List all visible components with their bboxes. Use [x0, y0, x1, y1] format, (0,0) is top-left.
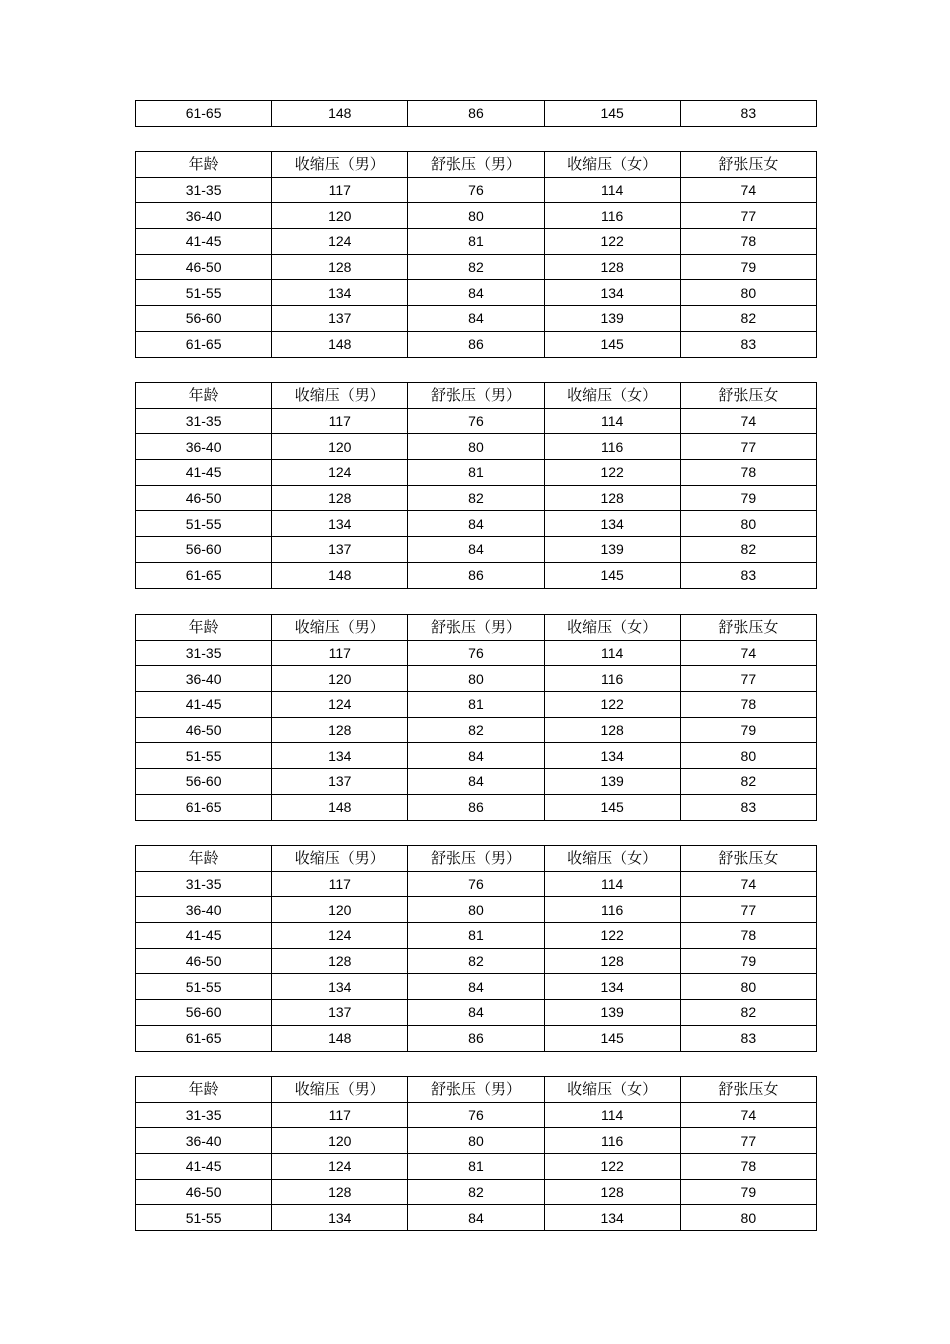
pressure-value-cell: 114	[544, 408, 680, 434]
column-header: 收缩压（女）	[544, 1077, 680, 1103]
age-range-cell: 56-60	[136, 1000, 272, 1026]
pressure-value-cell: 86	[408, 331, 544, 357]
age-range-cell: 36-40	[136, 434, 272, 460]
pressure-value-cell: 84	[408, 280, 544, 306]
table-row	[136, 101, 817, 127]
table-row	[136, 1128, 817, 1154]
column-header: 舒张压（男）	[408, 152, 544, 178]
pressure-value-cell: 128	[272, 948, 408, 974]
pressure-value-cell: 120	[272, 434, 408, 460]
column-header: 收缩压（男）	[272, 383, 408, 409]
table-row	[136, 666, 817, 692]
pressure-value-cell: 84	[408, 769, 544, 795]
pressure-value-cell: 83	[680, 331, 816, 357]
table-header-row	[136, 615, 817, 641]
pressure-value-cell: 128	[272, 485, 408, 511]
pressure-value-cell: 83	[680, 1025, 816, 1051]
pressure-value-cell: 114	[544, 871, 680, 897]
table-row	[136, 1102, 817, 1128]
pressure-value-cell: 84	[408, 1000, 544, 1026]
pressure-value-cell: 145	[544, 331, 680, 357]
pressure-value-cell: 116	[544, 666, 680, 692]
pressure-value-cell: 128	[544, 485, 680, 511]
age-range-cell: 31-35	[136, 871, 272, 897]
pressure-value-cell: 116	[544, 203, 680, 229]
pressure-value-cell: 82	[680, 769, 816, 795]
pressure-value-cell: 122	[544, 229, 680, 255]
table-row	[136, 692, 817, 718]
table-row	[136, 923, 817, 949]
age-range-cell: 36-40	[136, 1128, 272, 1154]
pressure-value-cell: 76	[408, 408, 544, 434]
pressure-value-cell: 83	[680, 101, 816, 127]
pressure-value-cell: 128	[544, 948, 680, 974]
pressure-value-cell: 134	[544, 743, 680, 769]
table-row	[136, 1179, 817, 1205]
column-header: 舒张压（男）	[408, 846, 544, 872]
pressure-value-cell: 134	[272, 511, 408, 537]
table-row	[136, 897, 817, 923]
age-range-cell: 46-50	[136, 254, 272, 280]
pressure-value-cell: 128	[544, 1179, 680, 1205]
pressure-value-cell: 124	[272, 692, 408, 718]
table-row	[136, 537, 817, 563]
blood-pressure-table	[135, 1076, 817, 1231]
pressure-value-cell: 134	[272, 280, 408, 306]
table-row	[136, 640, 817, 666]
pressure-value-cell: 80	[408, 897, 544, 923]
age-range-cell: 31-35	[136, 177, 272, 203]
pressure-value-cell: 80	[408, 1128, 544, 1154]
age-range-cell: 46-50	[136, 485, 272, 511]
table-header-row	[136, 1077, 817, 1103]
pressure-value-cell: 76	[408, 177, 544, 203]
table-row	[136, 743, 817, 769]
pressure-value-cell: 148	[272, 101, 408, 127]
age-range-cell: 41-45	[136, 229, 272, 255]
pressure-value-cell: 134	[272, 743, 408, 769]
table-row	[136, 717, 817, 743]
pressure-value-cell: 82	[408, 1179, 544, 1205]
column-header: 舒张压女	[680, 615, 816, 641]
column-header: 收缩压（女）	[544, 846, 680, 872]
pressure-value-cell: 124	[272, 923, 408, 949]
column-header: 舒张压（男）	[408, 383, 544, 409]
pressure-value-cell: 145	[544, 794, 680, 820]
column-header: 收缩压（女）	[544, 383, 680, 409]
pressure-value-cell: 137	[272, 306, 408, 332]
pressure-value-cell: 117	[272, 1102, 408, 1128]
pressure-value-cell: 78	[680, 460, 816, 486]
age-range-cell: 61-65	[136, 794, 272, 820]
column-header: 年龄	[136, 846, 272, 872]
pressure-value-cell: 128	[272, 717, 408, 743]
pressure-value-cell: 128	[272, 254, 408, 280]
pressure-value-cell: 78	[680, 1154, 816, 1180]
pressure-value-cell: 114	[544, 1102, 680, 1128]
pressure-value-cell: 81	[408, 460, 544, 486]
pressure-value-cell: 86	[408, 1025, 544, 1051]
pressure-value-cell: 139	[544, 1000, 680, 1026]
table-row	[136, 434, 817, 460]
pressure-value-cell: 122	[544, 1154, 680, 1180]
age-range-cell: 56-60	[136, 306, 272, 332]
column-header: 舒张压女	[680, 152, 816, 178]
pressure-value-cell: 117	[272, 177, 408, 203]
column-header: 收缩压（男）	[272, 615, 408, 641]
pressure-value-cell: 84	[408, 1205, 544, 1231]
age-range-cell: 36-40	[136, 666, 272, 692]
pressure-value-cell: 78	[680, 692, 816, 718]
pressure-value-cell: 137	[272, 537, 408, 563]
pressure-value-cell: 117	[272, 871, 408, 897]
age-range-cell: 51-55	[136, 280, 272, 306]
blood-pressure-table	[135, 382, 817, 589]
age-range-cell: 61-65	[136, 101, 272, 127]
table-row	[136, 485, 817, 511]
pressure-value-cell: 77	[680, 434, 816, 460]
pressure-value-cell: 114	[544, 640, 680, 666]
pressure-value-cell: 134	[544, 1205, 680, 1231]
pressure-value-cell: 81	[408, 923, 544, 949]
pressure-value-cell: 117	[272, 640, 408, 666]
pressure-value-cell: 145	[544, 101, 680, 127]
table-row	[136, 306, 817, 332]
column-header: 收缩压（女）	[544, 152, 680, 178]
pressure-value-cell: 80	[680, 1205, 816, 1231]
pressure-value-cell: 81	[408, 692, 544, 718]
pressure-value-cell: 84	[408, 537, 544, 563]
table-row	[136, 1154, 817, 1180]
age-range-cell: 51-55	[136, 511, 272, 537]
pressure-value-cell: 84	[408, 306, 544, 332]
pressure-value-cell: 81	[408, 229, 544, 255]
pressure-value-cell: 128	[544, 254, 680, 280]
column-header: 年龄	[136, 1077, 272, 1103]
pressure-value-cell: 124	[272, 229, 408, 255]
age-range-cell: 61-65	[136, 1025, 272, 1051]
pressure-value-cell: 116	[544, 434, 680, 460]
pressure-value-cell: 74	[680, 177, 816, 203]
pressure-value-cell: 148	[272, 562, 408, 588]
pressure-value-cell: 80	[408, 434, 544, 460]
pressure-value-cell: 114	[544, 177, 680, 203]
age-range-cell: 51-55	[136, 1205, 272, 1231]
pressure-value-cell: 82	[680, 537, 816, 563]
blood-pressure-table	[135, 151, 817, 358]
pressure-value-cell: 128	[272, 1179, 408, 1205]
blood-pressure-table	[135, 614, 817, 821]
pressure-value-cell: 134	[544, 974, 680, 1000]
table-row	[136, 280, 817, 306]
column-header: 舒张压女	[680, 383, 816, 409]
pressure-value-cell: 82	[408, 948, 544, 974]
pressure-value-cell: 139	[544, 537, 680, 563]
table-row	[136, 203, 817, 229]
column-header: 收缩压（男）	[272, 846, 408, 872]
pressure-value-cell: 79	[680, 485, 816, 511]
column-header: 收缩压（男）	[272, 1077, 408, 1103]
pressure-value-cell: 117	[272, 408, 408, 434]
pressure-value-cell: 79	[680, 948, 816, 974]
age-range-cell: 56-60	[136, 769, 272, 795]
pressure-value-cell: 134	[544, 511, 680, 537]
table-header-row	[136, 383, 817, 409]
pressure-value-cell: 81	[408, 1154, 544, 1180]
pressure-value-cell: 145	[544, 1025, 680, 1051]
pressure-value-cell: 124	[272, 1154, 408, 1180]
table-row	[136, 562, 817, 588]
column-header: 收缩压（女）	[544, 615, 680, 641]
pressure-value-cell: 82	[408, 254, 544, 280]
age-range-cell: 41-45	[136, 460, 272, 486]
pressure-value-cell: 116	[544, 897, 680, 923]
age-range-cell: 56-60	[136, 537, 272, 563]
age-range-cell: 36-40	[136, 203, 272, 229]
column-header: 年龄	[136, 152, 272, 178]
pressure-value-cell: 80	[408, 203, 544, 229]
pressure-value-cell: 78	[680, 923, 816, 949]
pressure-value-cell: 148	[272, 1025, 408, 1051]
table-row	[136, 769, 817, 795]
table-row	[136, 331, 817, 357]
pressure-value-cell: 86	[408, 101, 544, 127]
pressure-value-cell: 74	[680, 408, 816, 434]
column-header: 舒张压（男）	[408, 615, 544, 641]
blood-pressure-table	[135, 100, 817, 127]
pressure-value-cell: 74	[680, 640, 816, 666]
pressure-value-cell: 80	[680, 511, 816, 537]
pressure-value-cell: 122	[544, 692, 680, 718]
table-row	[136, 511, 817, 537]
table-header-row	[136, 152, 817, 178]
table-row	[136, 974, 817, 1000]
table-row	[136, 408, 817, 434]
pressure-value-cell: 79	[680, 254, 816, 280]
age-range-cell: 51-55	[136, 974, 272, 1000]
age-range-cell: 36-40	[136, 897, 272, 923]
pressure-value-cell: 116	[544, 1128, 680, 1154]
pressure-value-cell: 134	[544, 280, 680, 306]
pressure-value-cell: 86	[408, 794, 544, 820]
pressure-value-cell: 84	[408, 974, 544, 1000]
age-range-cell: 41-45	[136, 692, 272, 718]
column-header: 舒张压女	[680, 1077, 816, 1103]
pressure-value-cell: 134	[272, 974, 408, 1000]
age-range-cell: 41-45	[136, 923, 272, 949]
age-range-cell: 61-65	[136, 562, 272, 588]
pressure-value-cell: 78	[680, 229, 816, 255]
pressure-value-cell: 148	[272, 794, 408, 820]
pressure-value-cell: 74	[680, 871, 816, 897]
column-header: 舒张压女	[680, 846, 816, 872]
table-row	[136, 460, 817, 486]
pressure-value-cell: 120	[272, 666, 408, 692]
age-range-cell: 31-35	[136, 1102, 272, 1128]
table-row	[136, 177, 817, 203]
pressure-value-cell: 82	[680, 1000, 816, 1026]
table-row	[136, 254, 817, 280]
pressure-value-cell: 139	[544, 306, 680, 332]
table-row	[136, 794, 817, 820]
column-header: 收缩压（男）	[272, 152, 408, 178]
pressure-value-cell: 134	[272, 1205, 408, 1231]
pressure-value-cell: 122	[544, 923, 680, 949]
age-range-cell: 46-50	[136, 717, 272, 743]
age-range-cell: 51-55	[136, 743, 272, 769]
pressure-value-cell: 79	[680, 717, 816, 743]
table-row	[136, 1205, 817, 1231]
column-header: 舒张压（男）	[408, 1077, 544, 1103]
pressure-value-cell: 124	[272, 460, 408, 486]
column-header: 年龄	[136, 383, 272, 409]
pressure-value-cell: 76	[408, 640, 544, 666]
table-row	[136, 229, 817, 255]
pressure-value-cell: 82	[408, 485, 544, 511]
age-range-cell: 46-50	[136, 948, 272, 974]
table-row	[136, 1000, 817, 1026]
age-range-cell: 46-50	[136, 1179, 272, 1205]
pressure-value-cell: 148	[272, 331, 408, 357]
pressure-value-cell: 120	[272, 203, 408, 229]
pressure-value-cell: 83	[680, 562, 816, 588]
pressure-value-cell: 77	[680, 666, 816, 692]
pressure-value-cell: 77	[680, 1128, 816, 1154]
pressure-value-cell: 120	[272, 1128, 408, 1154]
pressure-value-cell: 139	[544, 769, 680, 795]
age-range-cell: 31-35	[136, 640, 272, 666]
table-row	[136, 871, 817, 897]
pressure-value-cell: 82	[680, 306, 816, 332]
pressure-value-cell: 80	[680, 280, 816, 306]
blood-pressure-table	[135, 845, 817, 1052]
pressure-value-cell: 145	[544, 562, 680, 588]
age-range-cell: 31-35	[136, 408, 272, 434]
pressure-value-cell: 80	[408, 666, 544, 692]
pressure-value-cell: 84	[408, 743, 544, 769]
pressure-value-cell: 82	[408, 717, 544, 743]
pressure-value-cell: 137	[272, 769, 408, 795]
table-row	[136, 1025, 817, 1051]
pressure-value-cell: 122	[544, 460, 680, 486]
age-range-cell: 41-45	[136, 1154, 272, 1180]
pressure-value-cell: 137	[272, 1000, 408, 1026]
pressure-value-cell: 80	[680, 743, 816, 769]
pressure-value-cell: 76	[408, 871, 544, 897]
pressure-value-cell: 76	[408, 1102, 544, 1128]
pressure-value-cell: 77	[680, 897, 816, 923]
pressure-value-cell: 79	[680, 1179, 816, 1205]
pressure-value-cell: 84	[408, 511, 544, 537]
pressure-value-cell: 83	[680, 794, 816, 820]
pressure-value-cell: 86	[408, 562, 544, 588]
pressure-value-cell: 80	[680, 974, 816, 1000]
table-header-row	[136, 846, 817, 872]
table-row	[136, 948, 817, 974]
pressure-value-cell: 77	[680, 203, 816, 229]
column-header: 年龄	[136, 615, 272, 641]
pressure-value-cell: 128	[544, 717, 680, 743]
age-range-cell: 61-65	[136, 331, 272, 357]
pressure-value-cell: 74	[680, 1102, 816, 1128]
pressure-value-cell: 120	[272, 897, 408, 923]
